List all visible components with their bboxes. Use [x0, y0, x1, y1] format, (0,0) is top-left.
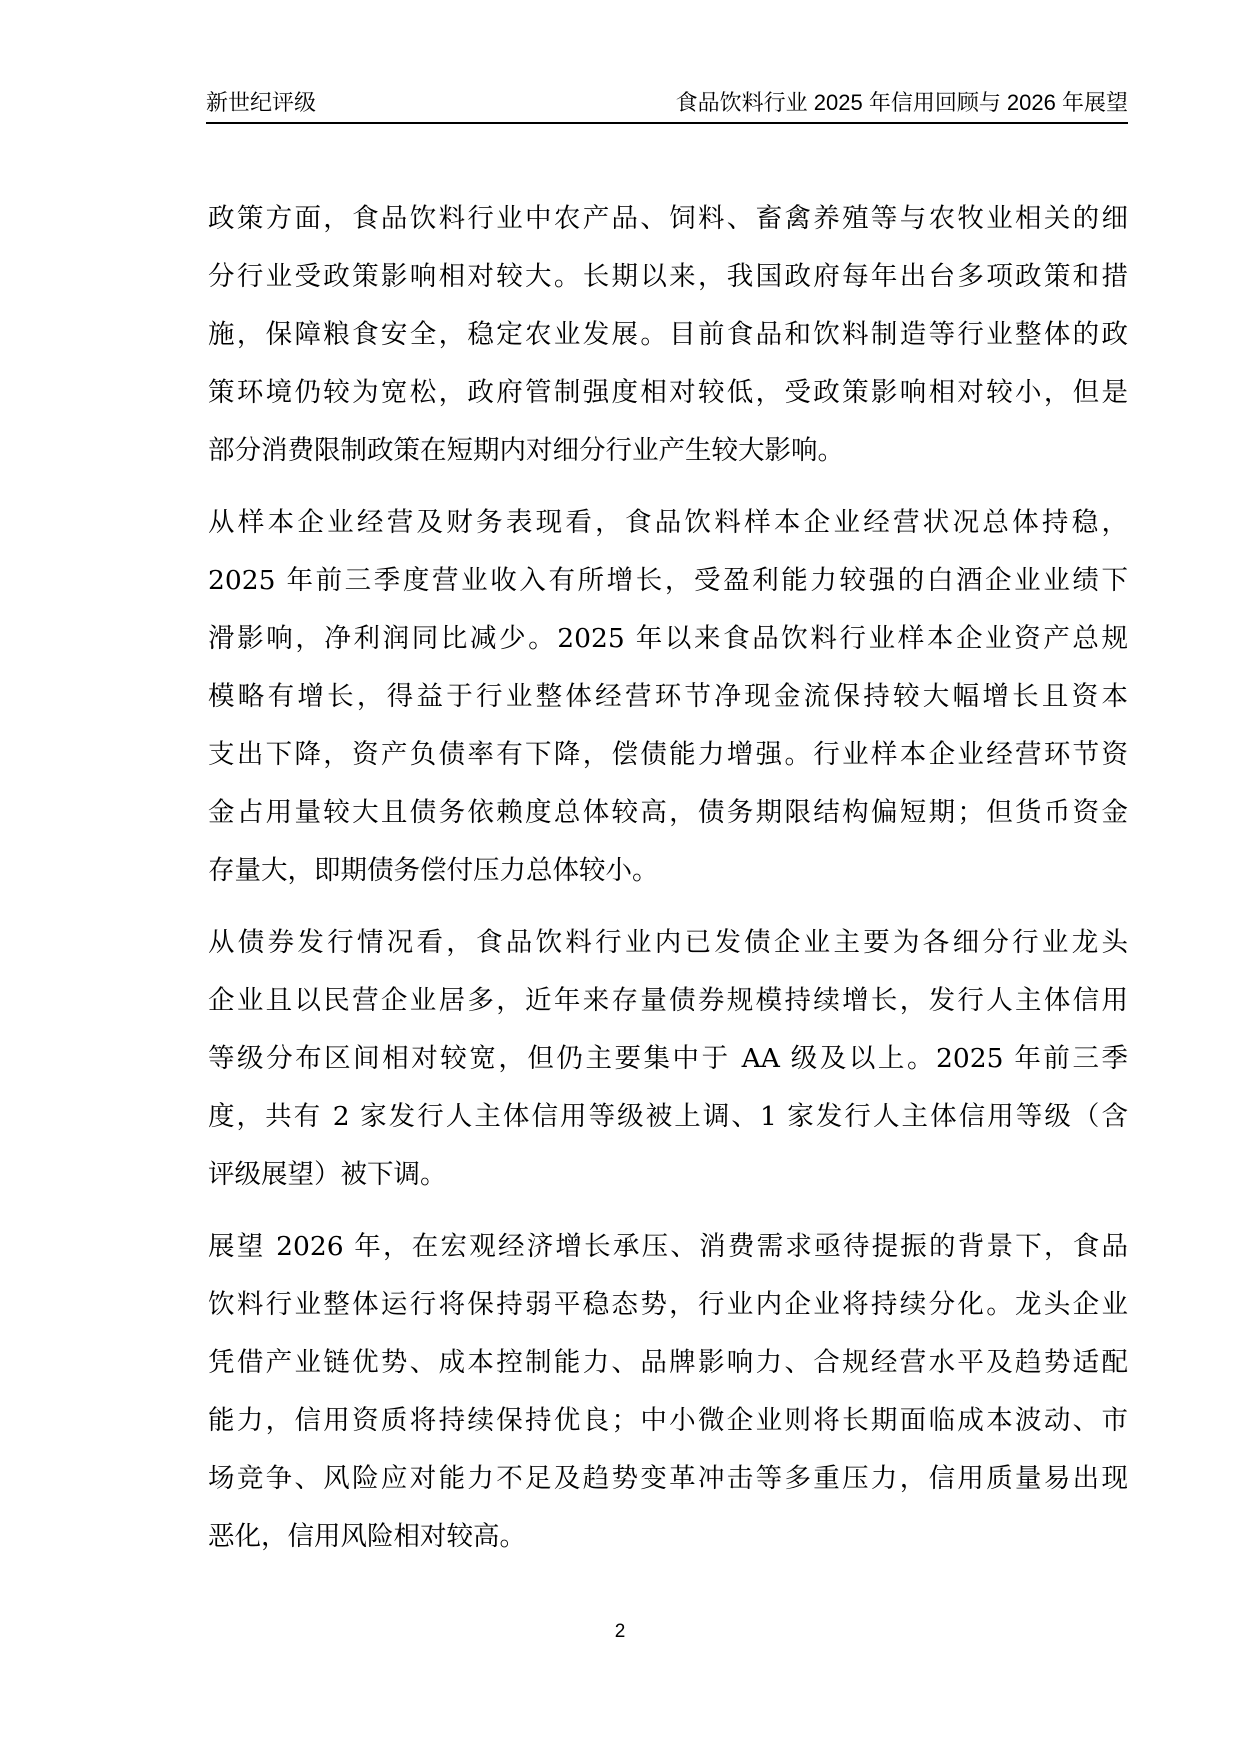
text-line: 等级分布区间相对较宽，但仍主要集中于 AA 级及以上。2025 年前三季 — [208, 1043, 1128, 1074]
paragraph-operations-finance — [208, 494, 1128, 900]
text-line: 施，保障粮食安全，稳定农业发展。目前食品和饮料制造等行业整体的政 — [208, 319, 1128, 350]
report-body — [208, 190, 1128, 1580]
text-line: 金占用量较大且债务依赖度总体较高，债务期限结构偏短期；但货币资金 — [208, 797, 1128, 828]
text-line: 部分消费限制政策在短期内对细分行业产生较大影响。 — [208, 435, 844, 466]
text-line: 策环境仍较为宽松，政府管制强度相对较低，受政策影响相对较小，但是 — [208, 377, 1128, 408]
text-line: 能力，信用资质将持续保持优良；中小微企业则将长期面临成本波动、市 — [208, 1405, 1128, 1436]
report-title: 食品饮料行业 2025 年信用回顾与 2026 年展望 — [675, 90, 1128, 115]
text-line: 支出下降，资产负债率有下降，偿债能力增强。行业样本企业经营环节资 — [208, 739, 1128, 770]
text-line: 场竞争、风险应对能力不足及趋势变革冲击等多重压力，信用质量易出现 — [208, 1463, 1128, 1494]
header-divider — [206, 122, 1128, 124]
paragraph-bond-issuance — [208, 914, 1128, 1204]
text-line: 政策方面，食品饮料行业中农产品、饲料、畜禽养殖等与农牧业相关的细 — [208, 203, 1128, 234]
text-line: 度，共有 2 家发行人主体信用等级被上调、1 家发行人主体信用等级（含 — [208, 1101, 1128, 1132]
text-line: 分行业受政策影响相对较大。长期以来，我国政府每年出台多项政策和措 — [208, 261, 1128, 292]
text-line: 从样本企业经营及财务表现看，食品饮料样本企业经营状况总体持稳， — [208, 507, 1128, 538]
publisher-name: 新世纪评级 — [206, 90, 317, 115]
text-line: 滑影响，净利润同比减少。2025 年以来食品饮料行业样本企业资产总规 — [208, 623, 1128, 654]
text-line: 恶化，信用风险相对较高。 — [208, 1521, 526, 1552]
paragraph-policy — [208, 190, 1128, 480]
text-line: 展望 2026 年，在宏观经济增长承压、消费需求亟待提振的背景下，食品 — [208, 1231, 1128, 1262]
text-line: 存量大，即期债务偿付压力总体较小。 — [208, 855, 659, 886]
text-line: 模略有增长，得益于行业整体经营环节净现金流保持较大幅增长且资本 — [208, 681, 1128, 712]
text-line: 凭借产业链优势、成本控制能力、品牌影响力、合规经营水平及趋势适配 — [208, 1347, 1128, 1378]
text-line: 企业且以民营企业居多，近年来存量债券规模持续增长，发行人主体信用 — [208, 985, 1128, 1016]
paragraph-outlook — [208, 1218, 1128, 1566]
text-line: 评级展望）被下调。 — [208, 1159, 447, 1190]
text-line: 2025 年前三季度营业收入有所增长，受盈利能力较强的白酒企业业绩下 — [208, 565, 1128, 596]
page-header — [206, 88, 1128, 124]
text-line: 从债券发行情况看，食品饮料行业内已发债企业主要为各细分行业龙头 — [208, 927, 1128, 958]
text-line: 饮料行业整体运行将保持弱平稳态势，行业内企业将持续分化。龙头企业 — [208, 1289, 1128, 1320]
page-number: 2 — [614, 1621, 626, 1642]
